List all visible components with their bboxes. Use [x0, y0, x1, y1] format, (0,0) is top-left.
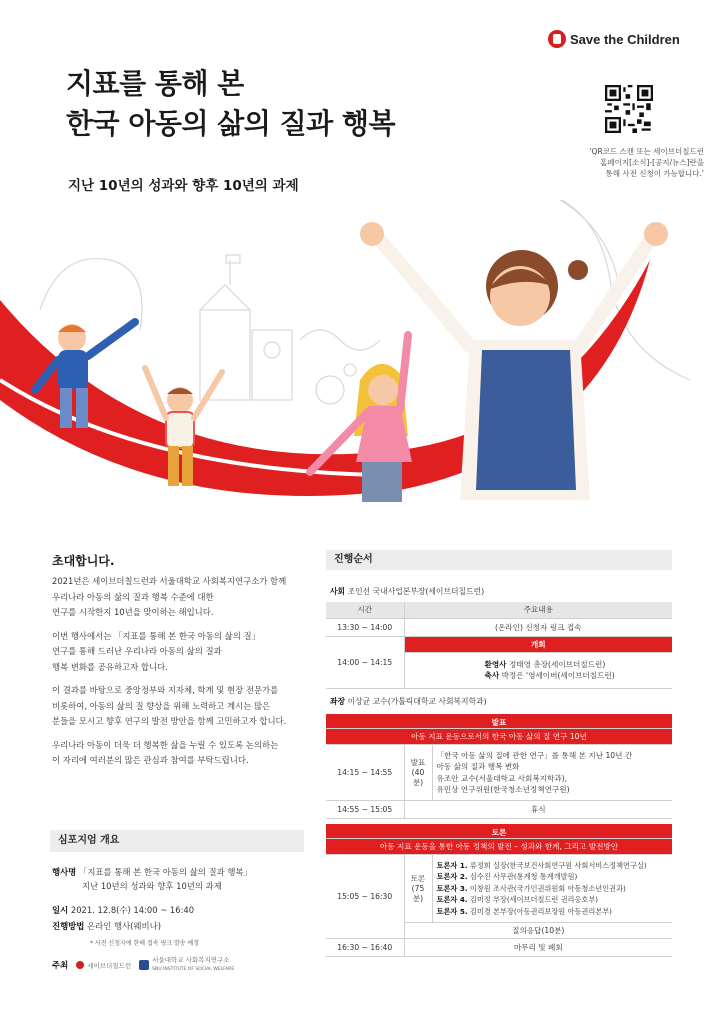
org-name-block — [152, 956, 234, 974]
overview-date — [52, 904, 312, 917]
qr-note-line: 'QR코드 스캔 또는 세이브더칠드런 — [589, 147, 704, 156]
table-row — [326, 636, 672, 652]
table-row — [326, 729, 672, 745]
discussant-label: 토론자 4. — [436, 895, 468, 905]
speaker-name: 정태영 총장(세이브더칠드런) — [508, 659, 606, 669]
invite-paragraph-1 — [52, 574, 307, 621]
col-content-header: 주요내용 — [404, 602, 672, 618]
row-content: 마무리 및 폐회 — [404, 939, 672, 957]
table-row — [326, 618, 672, 636]
overview-host — [52, 956, 234, 974]
discussant-name: 김미경 본부장(아동권리보장원 아동권리본부) — [469, 906, 612, 916]
field-value: 이상균 교수(가톨릭대학교 사회복지학과) — [347, 697, 487, 706]
qr-note-line: 통해 사전 신청이 가능합니다.' — [605, 169, 704, 178]
table-header-row — [326, 602, 672, 618]
program-table-part-3 — [326, 824, 672, 957]
section-label-talk: 발표 — [326, 714, 672, 729]
speaker-role: 환영사 — [484, 659, 507, 669]
snu-logo-icon — [139, 960, 149, 970]
text-line: 이 결과를 바탕으로 중앙정부와 지자체, 학계 및 현장 전문가를 — [52, 685, 279, 695]
invite-paragraph-2 — [52, 629, 307, 676]
talk-details — [432, 745, 672, 801]
row-time: 14:00 ~ 14:15 — [326, 636, 404, 688]
field-value: 2021. 12.8(수) 14:00 ~ 16:40 — [70, 905, 195, 915]
discussant-name: 김미정 부장(세이브더칠드런 권리옹호부) — [469, 895, 599, 905]
text-line: 아동 삶의 질과 행복 변화 — [436, 762, 520, 771]
text-line: 이 자리에 여러분의 많은 관심과 참여를 부탁드립니다. — [52, 755, 249, 765]
row-time: 15:05 ~ 16:30 — [326, 855, 404, 939]
discussant-list — [432, 855, 672, 923]
overview-event-name — [52, 866, 312, 879]
invite-heading: 초대합니다. — [52, 554, 115, 568]
qr-code-icon[interactable] — [602, 82, 656, 136]
qr-instructions — [554, 146, 704, 179]
page-subtitle: 지난 10년의 성과와 향후 10년의 과제 — [68, 178, 299, 194]
row-kind — [404, 855, 432, 923]
save-the-children-logo-icon — [548, 30, 566, 48]
program-table-part-1 — [326, 602, 672, 689]
discussant-label: 토론자 1. — [436, 860, 468, 870]
hero-illustration — [0, 200, 724, 510]
host-org-snu — [139, 956, 234, 974]
text-line: 분들을 모시고 향후 연구의 발전 방안을 함께 고민하고자 합니다. — [52, 716, 287, 726]
program-table-part-2 — [326, 714, 672, 819]
title-line-1: 지표를 통해 본 — [66, 67, 244, 100]
row-content-qa: 질의응답(10분) — [404, 923, 672, 939]
table-row — [326, 939, 672, 957]
discussant-name: 심수진 사무관(통계청 통계개발원) — [469, 872, 578, 882]
kind-minutes: (75분) — [411, 884, 425, 903]
row-time: 13:30 ~ 14:00 — [326, 618, 404, 636]
program-heading: 진행순서 — [326, 550, 672, 570]
page-title — [66, 64, 395, 144]
table-row — [326, 824, 672, 839]
text-line: 이번 행사에서는 「지표를 통해 본 한국 아동의 삶의 질」 — [52, 630, 260, 641]
invite-body — [52, 574, 307, 777]
org-name-en: SNU INSTITUTE OF SOCIAL WELFARE — [152, 967, 235, 972]
text-line: 2021년은 세이브더칠드런과 서울대학교 사회복지연구소가 함께 — [52, 576, 287, 586]
table-row — [326, 714, 672, 729]
overview-heading: 심포지엄 개요 — [50, 830, 304, 852]
kind-minutes: (40분) — [411, 768, 425, 787]
field-value: 온라인 행사(웨비나) — [87, 921, 161, 931]
program-mc — [330, 586, 484, 597]
text-line: 비롯하여, 아동의 삶의 질 향상을 위해 노력하고 계시는 많은 — [52, 700, 271, 711]
table-row — [326, 745, 672, 801]
org-name: 서울대학교 사회복지연구소 — [152, 956, 230, 964]
program-chair — [330, 696, 487, 707]
table-row — [326, 839, 672, 855]
brand-logo[interactable] — [548, 30, 680, 48]
field-label: 사회 — [330, 587, 346, 596]
host-org-savethechildren — [76, 961, 131, 970]
discussant-name: 이창원 조사관(국가인권위원회 아동청소년인권과) — [469, 883, 626, 893]
field-value: 조인선 국내사업본부장(세이브더칠드런) — [347, 587, 485, 596]
row-kind — [404, 745, 432, 801]
text-line: 연구를 시작한지 10년을 맞이하는 해입니다. — [52, 607, 214, 617]
field-label: 좌장 — [330, 697, 346, 706]
table-row — [326, 801, 672, 819]
row-content: 휴식 — [404, 801, 672, 819]
overview-method-note: * 사전 신청자에 한해 접속 링크 발송 예정 — [90, 940, 200, 947]
text-line: 유조안 교수(서울대학교 사회복지학과), — [436, 773, 568, 783]
opening-speakers — [404, 652, 672, 688]
text-line: 연구를 통해 드러난 우리나라 아동의 삶의 질과 — [52, 646, 222, 656]
text-line: 우리나라 아동이 더욱 더 행복한 삶을 누릴 수 있도록 논의하는 — [52, 739, 279, 750]
text-line: 「한국 아동 삶의 질에 관한 연구」를 통해 본 지난 10년 간 — [436, 750, 633, 760]
speaker-role: 축사 — [484, 671, 500, 680]
section-label-discussion: 토론 — [326, 824, 672, 839]
field-label: 행사명 — [52, 867, 77, 877]
field-label: 일시 — [52, 905, 69, 915]
brand-name: Save the Children — [570, 31, 680, 47]
section-subtitle-talk: 아동 지표 운동으로서의 한국 아동 삶의 질 연구 10년 — [326, 729, 672, 745]
qr-note-line: 홈페이지[소식]-[공지/뉴스]란을 — [600, 158, 704, 167]
speaker-name: 박정은 '영세이버(세이브더칠드런) — [501, 671, 615, 680]
savethechildren-logo-icon — [76, 961, 84, 969]
row-content: (온라인) 신청자 링크 접속 — [404, 618, 672, 636]
kind-label: 토론 — [410, 874, 426, 883]
discussant-label: 토론자 2. — [436, 872, 468, 882]
field-label: 주최 — [52, 960, 69, 970]
field-value: 「지표를 통해 본 한국 아동의 삶의 질과 행복」 — [78, 867, 252, 877]
section-label-opening: 개회 — [404, 636, 672, 652]
col-time-header: 시간 — [326, 602, 404, 618]
text-line: 우리나라 아동의 삶의 질과 행복 수준에 대한 — [52, 591, 214, 602]
org-name: 세이브더칠드런 — [87, 961, 132, 970]
kind-label: 발표 — [410, 758, 426, 767]
discussant-name: 류정희 실장(한국보건사회연구원 사회서비스정책연구실) — [469, 860, 647, 870]
title-line-2: 한국 아동의 삶의 질과 행복 — [66, 107, 396, 140]
row-time: 14:55 ~ 15:05 — [326, 801, 404, 819]
discussant-label: 토론자 3. — [436, 883, 468, 893]
discussant-label: 토론자 5. — [436, 906, 468, 916]
overview-method — [52, 920, 312, 933]
row-time: 14:15 ~ 14:55 — [326, 745, 404, 801]
text-line: 행복 변화를 공유하고자 합니다. — [52, 661, 168, 672]
section-subtitle-discussion: 아동 지표 운동을 통한 아동 정책의 발전 – 성과와 한계, 그리고 발전방안 — [326, 839, 672, 855]
row-time: 16:30 ~ 16:40 — [326, 939, 404, 957]
table-row — [326, 855, 672, 923]
field-label: 진행방법 — [52, 921, 85, 931]
text-line: 유민상 연구위원(한국청소년정책연구원) — [436, 785, 570, 794]
invite-paragraph-4 — [52, 738, 307, 769]
overview-event-subtitle: 지난 10년의 성과와 향후 10년의 과제 — [82, 881, 222, 891]
invite-paragraph-3 — [52, 683, 307, 730]
